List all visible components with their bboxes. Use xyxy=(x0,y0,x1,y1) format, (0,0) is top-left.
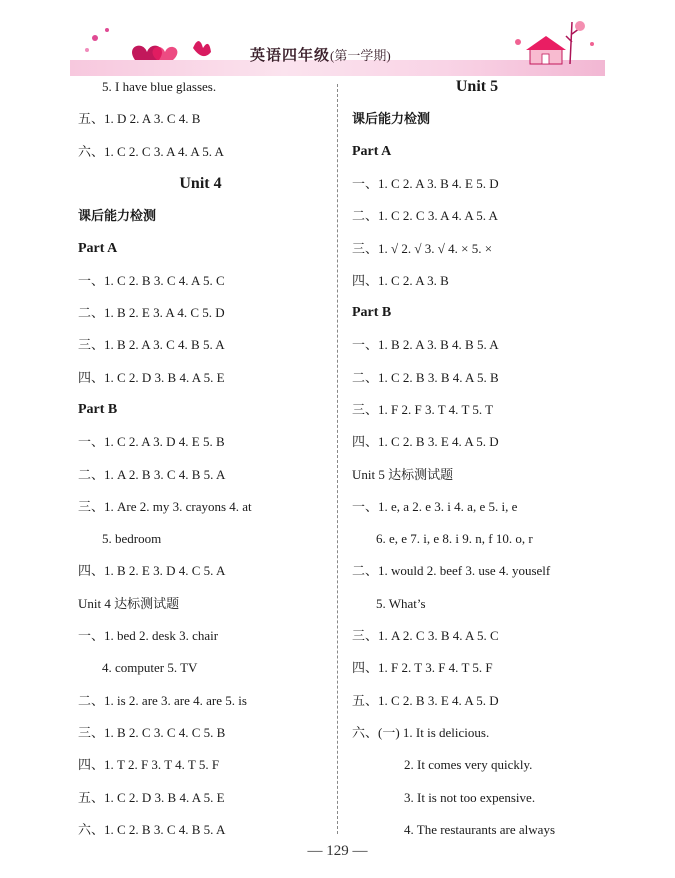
answer-line: 四、1. C 2. A 3. B xyxy=(352,273,449,288)
answer-line: 课后能力检测 xyxy=(352,111,431,126)
answer-line: 一、1. bed 2. desk 3. chair xyxy=(78,628,219,643)
answer-line: Unit 5 xyxy=(455,78,499,95)
answer-line: 一、1. C 2. A 3. B 4. E 5. D xyxy=(352,176,499,191)
answer-line: 4. The restaurants are always xyxy=(404,822,556,837)
answer-line: 四、1. B 2. E 3. D 4. C 5. A xyxy=(78,563,226,578)
answer-line: 三、1. A 2. C 3. B 4. A 5. C xyxy=(352,628,499,643)
answer-line: 二、1. C 2. B 3. B 4. A 5. B xyxy=(352,370,499,385)
book-title-sub: (第一学期) xyxy=(330,48,391,63)
answer-line: 六、1. C 2. C 3. A 4. A 5. A xyxy=(78,144,224,159)
answer-line: 四、1. C 2. D 3. B 4. A 5. E xyxy=(78,370,225,385)
answer-line: Unit 5 达标测试题 xyxy=(352,467,454,482)
answer-line: 三、1. Are 2. my 3. crayons 4. at xyxy=(78,499,252,514)
answer-line: 课后能力检测 xyxy=(78,208,157,223)
answer-line: Unit 4 达标测试题 xyxy=(78,596,180,611)
answer-line: 三、1. √ 2. √ 3. √ 4. × 5. × xyxy=(352,241,493,256)
answer-line: 二、1. C 2. C 3. A 4. A 5. A xyxy=(352,208,498,223)
answer-line: Part A xyxy=(78,241,118,256)
answer-line: Part A xyxy=(352,144,392,159)
answer-line: 5. What’s xyxy=(376,596,426,611)
page-number: — 129 — xyxy=(307,843,368,859)
answer-line: 六、(一) 1. It is delicious. xyxy=(352,725,490,740)
answer-line: 二、1. would 2. beef 3. use 4. youself xyxy=(352,563,551,578)
answer-line: 4. computer 5. TV xyxy=(102,660,198,675)
answer-line: 四、1. T 2. F 3. T 4. T 5. F xyxy=(78,757,220,772)
answer-line: 5. bedroom xyxy=(102,531,162,546)
book-title-main: 英语四年级 xyxy=(250,48,331,64)
house-decoration-icon xyxy=(510,14,600,76)
answer-line: 2. It comes very quickly. xyxy=(404,757,533,772)
answer-line: 五、1. D 2. A 3. C 4. B xyxy=(78,111,201,126)
answer-line: 3. It is not too expensive. xyxy=(404,790,536,805)
answer-line: 一、1. B 2. A 3. B 4. B 5. A xyxy=(352,337,499,352)
answer-line: 五、1. C 2. D 3. B 4. A 5. E xyxy=(78,790,225,805)
answer-line: 三、1. F 2. F 3. T 4. T 5. T xyxy=(352,402,494,417)
column-divider xyxy=(337,84,338,834)
answer-line: 一、1. e, a 2. e 3. i 4. a, e 5. i, e xyxy=(352,499,518,514)
answer-line: 三、1. B 2. A 3. C 4. B 5. A xyxy=(78,337,225,352)
answer-line: 五、1. C 2. B 3. E 4. A 5. D xyxy=(352,693,499,708)
answer-line: 一、1. C 2. A 3. D 4. E 5. B xyxy=(78,434,225,449)
page-header xyxy=(0,0,675,80)
answer-line: Part B xyxy=(78,402,118,417)
answer-line: Unit 4 xyxy=(179,175,222,192)
answer-line: 二、1. A 2. B 3. C 4. B 5. A xyxy=(78,467,226,482)
answer-line: 一、1. C 2. B 3. C 4. A 5. C xyxy=(78,273,225,288)
answer-line: 6. e, e 7. i, e 8. i 9. n, f 10. o, r xyxy=(376,531,533,546)
answer-line: 六、1. C 2. B 3. C 4. B 5. A xyxy=(78,822,226,837)
answer-line: 二、1. B 2. E 3. A 4. C 5. D xyxy=(78,305,225,320)
answer-line: 5. I have blue glasses. xyxy=(102,79,217,94)
answer-line: 四、1. F 2. T 3. F 4. T 5. F xyxy=(352,660,493,675)
answer-line: 二、1. is 2. are 3. are 4. are 5. is xyxy=(78,693,247,708)
answer-line: 四、1. C 2. B 3. E 4. A 5. D xyxy=(352,434,499,449)
answer-line: 三、1. B 2. C 3. C 4. C 5. B xyxy=(78,725,226,740)
book-title xyxy=(250,44,391,65)
answer-line: Part B xyxy=(352,305,392,320)
